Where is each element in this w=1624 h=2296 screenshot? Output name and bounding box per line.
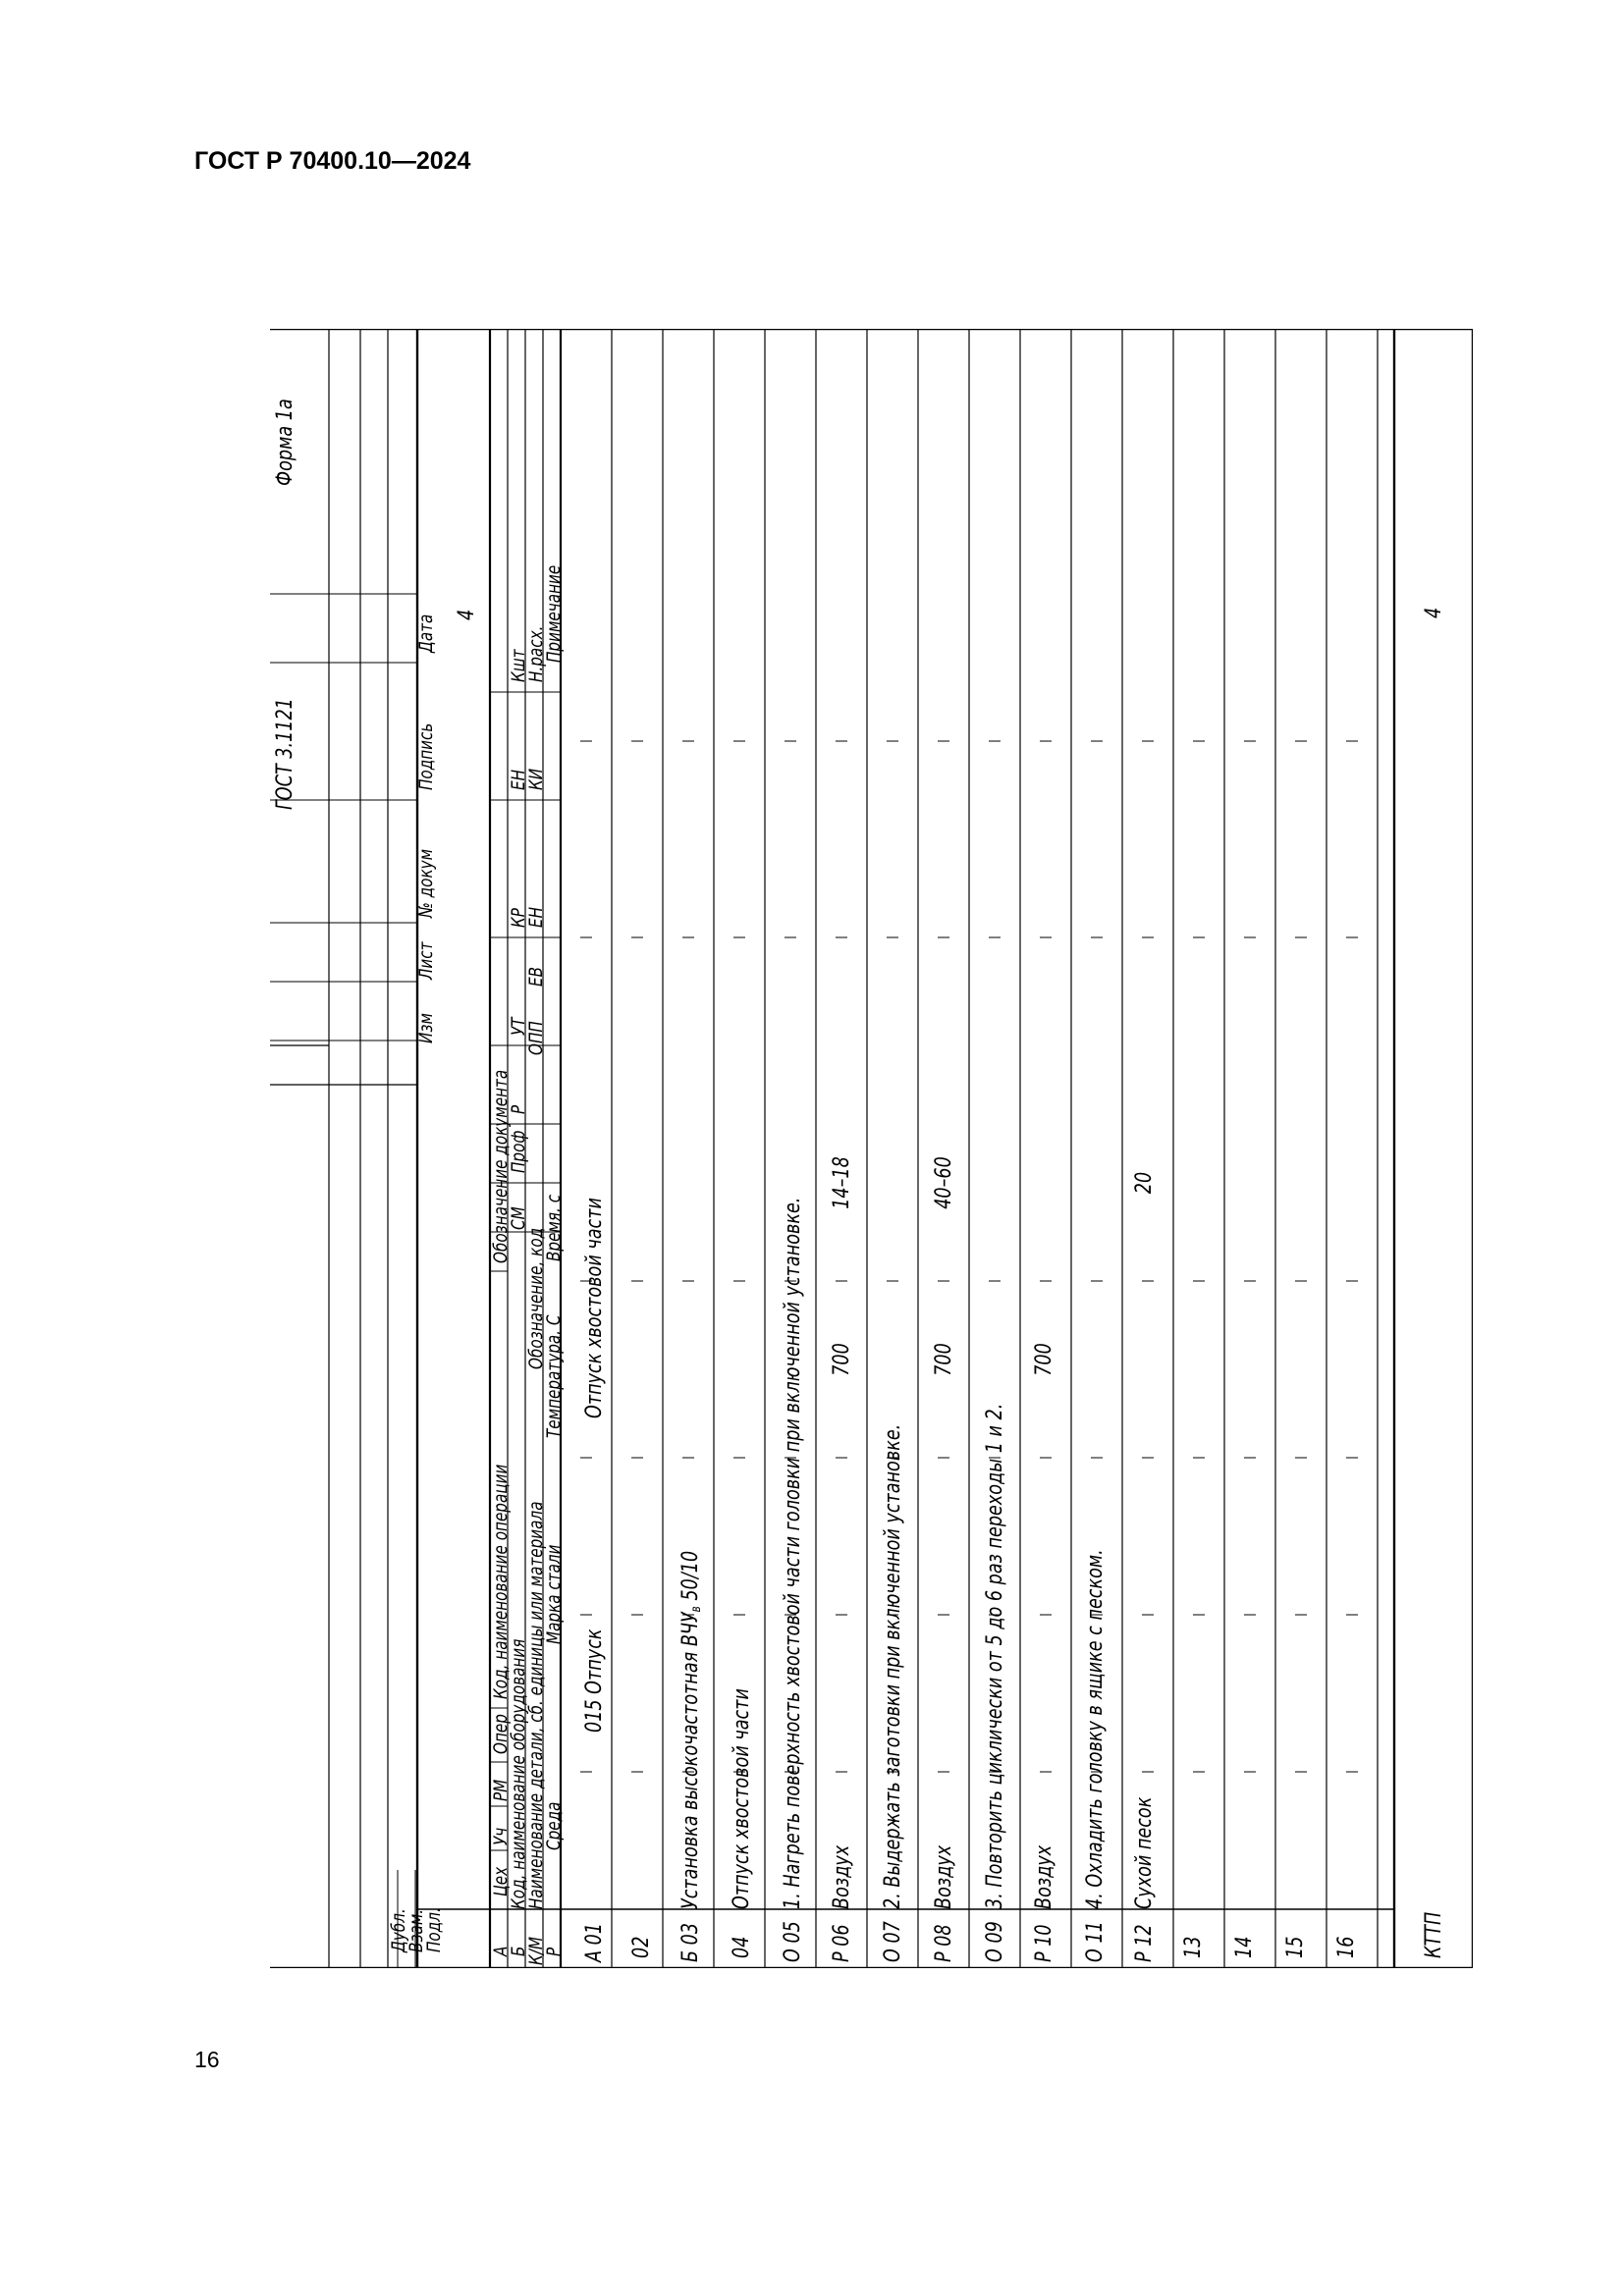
row-temp: 700 <box>1032 1343 1056 1376</box>
hdr-km-opp: ОПП <box>525 1021 547 1055</box>
hdr-km-marker: К/М <box>525 1936 547 1965</box>
row-label: О 05 <box>781 1921 805 1962</box>
form-name: Форма 1а <box>273 399 298 486</box>
footer-sheet: 4 <box>1422 607 1446 618</box>
hdr-b-name: Код, наименование оборудования <box>508 1638 529 1909</box>
row-text: 4. Охладить головку в ящике с песком. <box>1083 1549 1108 1909</box>
row-label: 13 <box>1181 1936 1206 1958</box>
row-text: Отпуск хвостовой части <box>730 1688 754 1909</box>
row-temp: 700 <box>932 1343 956 1376</box>
footer-ktp: КТТП <box>1422 1911 1446 1958</box>
hdr-p-time: Время, с <box>543 1194 565 1261</box>
strip-podl: Подл. <box>423 1907 445 1952</box>
hdr-b-r: Р <box>508 1104 529 1114</box>
row-label: 15 <box>1283 1936 1308 1958</box>
rev-doc: № докум <box>415 848 437 918</box>
row-text: Установка высокочастотная $ВЧУ_в$ 50/10 <box>678 1550 704 1909</box>
hdr-p-marka: Марка стали <box>543 1544 565 1644</box>
hdr-b-sm: СМ <box>508 1206 529 1230</box>
row-temp: 700 <box>830 1343 854 1376</box>
row-label: Б 03 <box>678 1922 703 1962</box>
row-label: О 11 <box>1083 1921 1108 1962</box>
row-text: 3. Повторить циклически от 5 до 6 раз переходы 1 и 2. <box>983 1403 1007 1909</box>
technological-process-form <box>270 329 1473 1968</box>
rev-date: Дата <box>415 614 437 653</box>
row-time2: 20 <box>1132 1171 1157 1195</box>
hdr-p-prim: Примечание <box>543 564 565 663</box>
row-label: Р 08 <box>932 1924 956 1962</box>
hdr-a-name: Код, наименование операции <box>490 1464 512 1699</box>
hdr-a-marker: А <box>490 1946 512 1956</box>
row-text: Воздух <box>1032 1844 1056 1909</box>
row-text: Воздух <box>830 1844 854 1909</box>
row-time: 14–18 <box>830 1156 854 1209</box>
hdr-a-oper: Опер <box>490 1714 512 1754</box>
sheet-number: 4 <box>455 609 479 620</box>
row-text: Сухой песок <box>1132 1796 1157 1909</box>
page-number: 16 <box>194 2047 220 2072</box>
row-label: О 09 <box>983 1921 1007 1962</box>
row-label: 14 <box>1232 1936 1257 1958</box>
hdr-b-kst: Кшт <box>508 649 529 682</box>
row-label: А 01 <box>582 1922 607 1962</box>
hdr-km-nrash: Н.расх. <box>525 625 547 682</box>
hdr-a-ceh: Цех <box>490 1866 512 1896</box>
row-text: 2. Выдержать заготовки при включенной установке. <box>881 1423 905 1909</box>
hdr-b-kr: КР <box>508 908 529 928</box>
form-grid-lines <box>270 329 1473 1968</box>
hdr-km-code: Обозначение, код <box>525 1227 547 1369</box>
hdr-b-en: ЕН <box>508 769 529 790</box>
hdr-p-sreda: Среда <box>543 1801 565 1850</box>
gost-code: ГОСТ 3.1121 <box>273 698 298 810</box>
row-label: Р 12 <box>1132 1924 1157 1962</box>
row-time: 40–60 <box>932 1156 956 1209</box>
row-label: О 07 <box>881 1921 905 1962</box>
hdr-km-en: ЕН <box>525 906 547 928</box>
rev-list: Лист <box>415 941 437 980</box>
hdr-km-ev: ЕВ <box>525 966 547 987</box>
strip-dubl: Дубл. <box>388 1908 409 1952</box>
row-text: 015 Отпуск <box>582 1629 607 1733</box>
rev-izm: Изм <box>415 1013 437 1043</box>
page-header-standard: ГОСТ Р 70400.10—2024 <box>194 147 471 175</box>
hdr-b-marker: Б <box>508 1946 529 1956</box>
hdr-km-ki: КИ <box>525 768 547 790</box>
row-label: Р 06 <box>830 1924 854 1962</box>
row-label: 16 <box>1334 1936 1359 1958</box>
row-text: Воздух <box>932 1844 956 1909</box>
hdr-km-name: Наименование детали, сб. единицы или материала <box>525 1501 547 1909</box>
row-text2: Отпуск хвостовой части <box>582 1198 607 1418</box>
hdr-p-temp: Температура, С <box>543 1314 565 1438</box>
row-label: 02 <box>629 1936 654 1958</box>
rev-sign: Подпись <box>415 722 437 790</box>
hdr-a-uch: Уч <box>490 1827 512 1845</box>
hdr-designation: Обозначение документа <box>490 1069 512 1263</box>
row-label: 04 <box>730 1936 754 1958</box>
hdr-p-marker: Р <box>543 1947 565 1956</box>
row-label: Р 10 <box>1032 1924 1056 1962</box>
hdr-a-rm: РМ <box>490 1779 512 1801</box>
hdr-b-ut: УТ <box>508 1017 529 1036</box>
hdr-b-prof: Проф <box>508 1130 529 1173</box>
strip-vzam: Взам. <box>406 1908 427 1952</box>
row-text: 1. Нагреть поверхность хвостовой части головки при включенной установке. <box>781 1197 805 1909</box>
